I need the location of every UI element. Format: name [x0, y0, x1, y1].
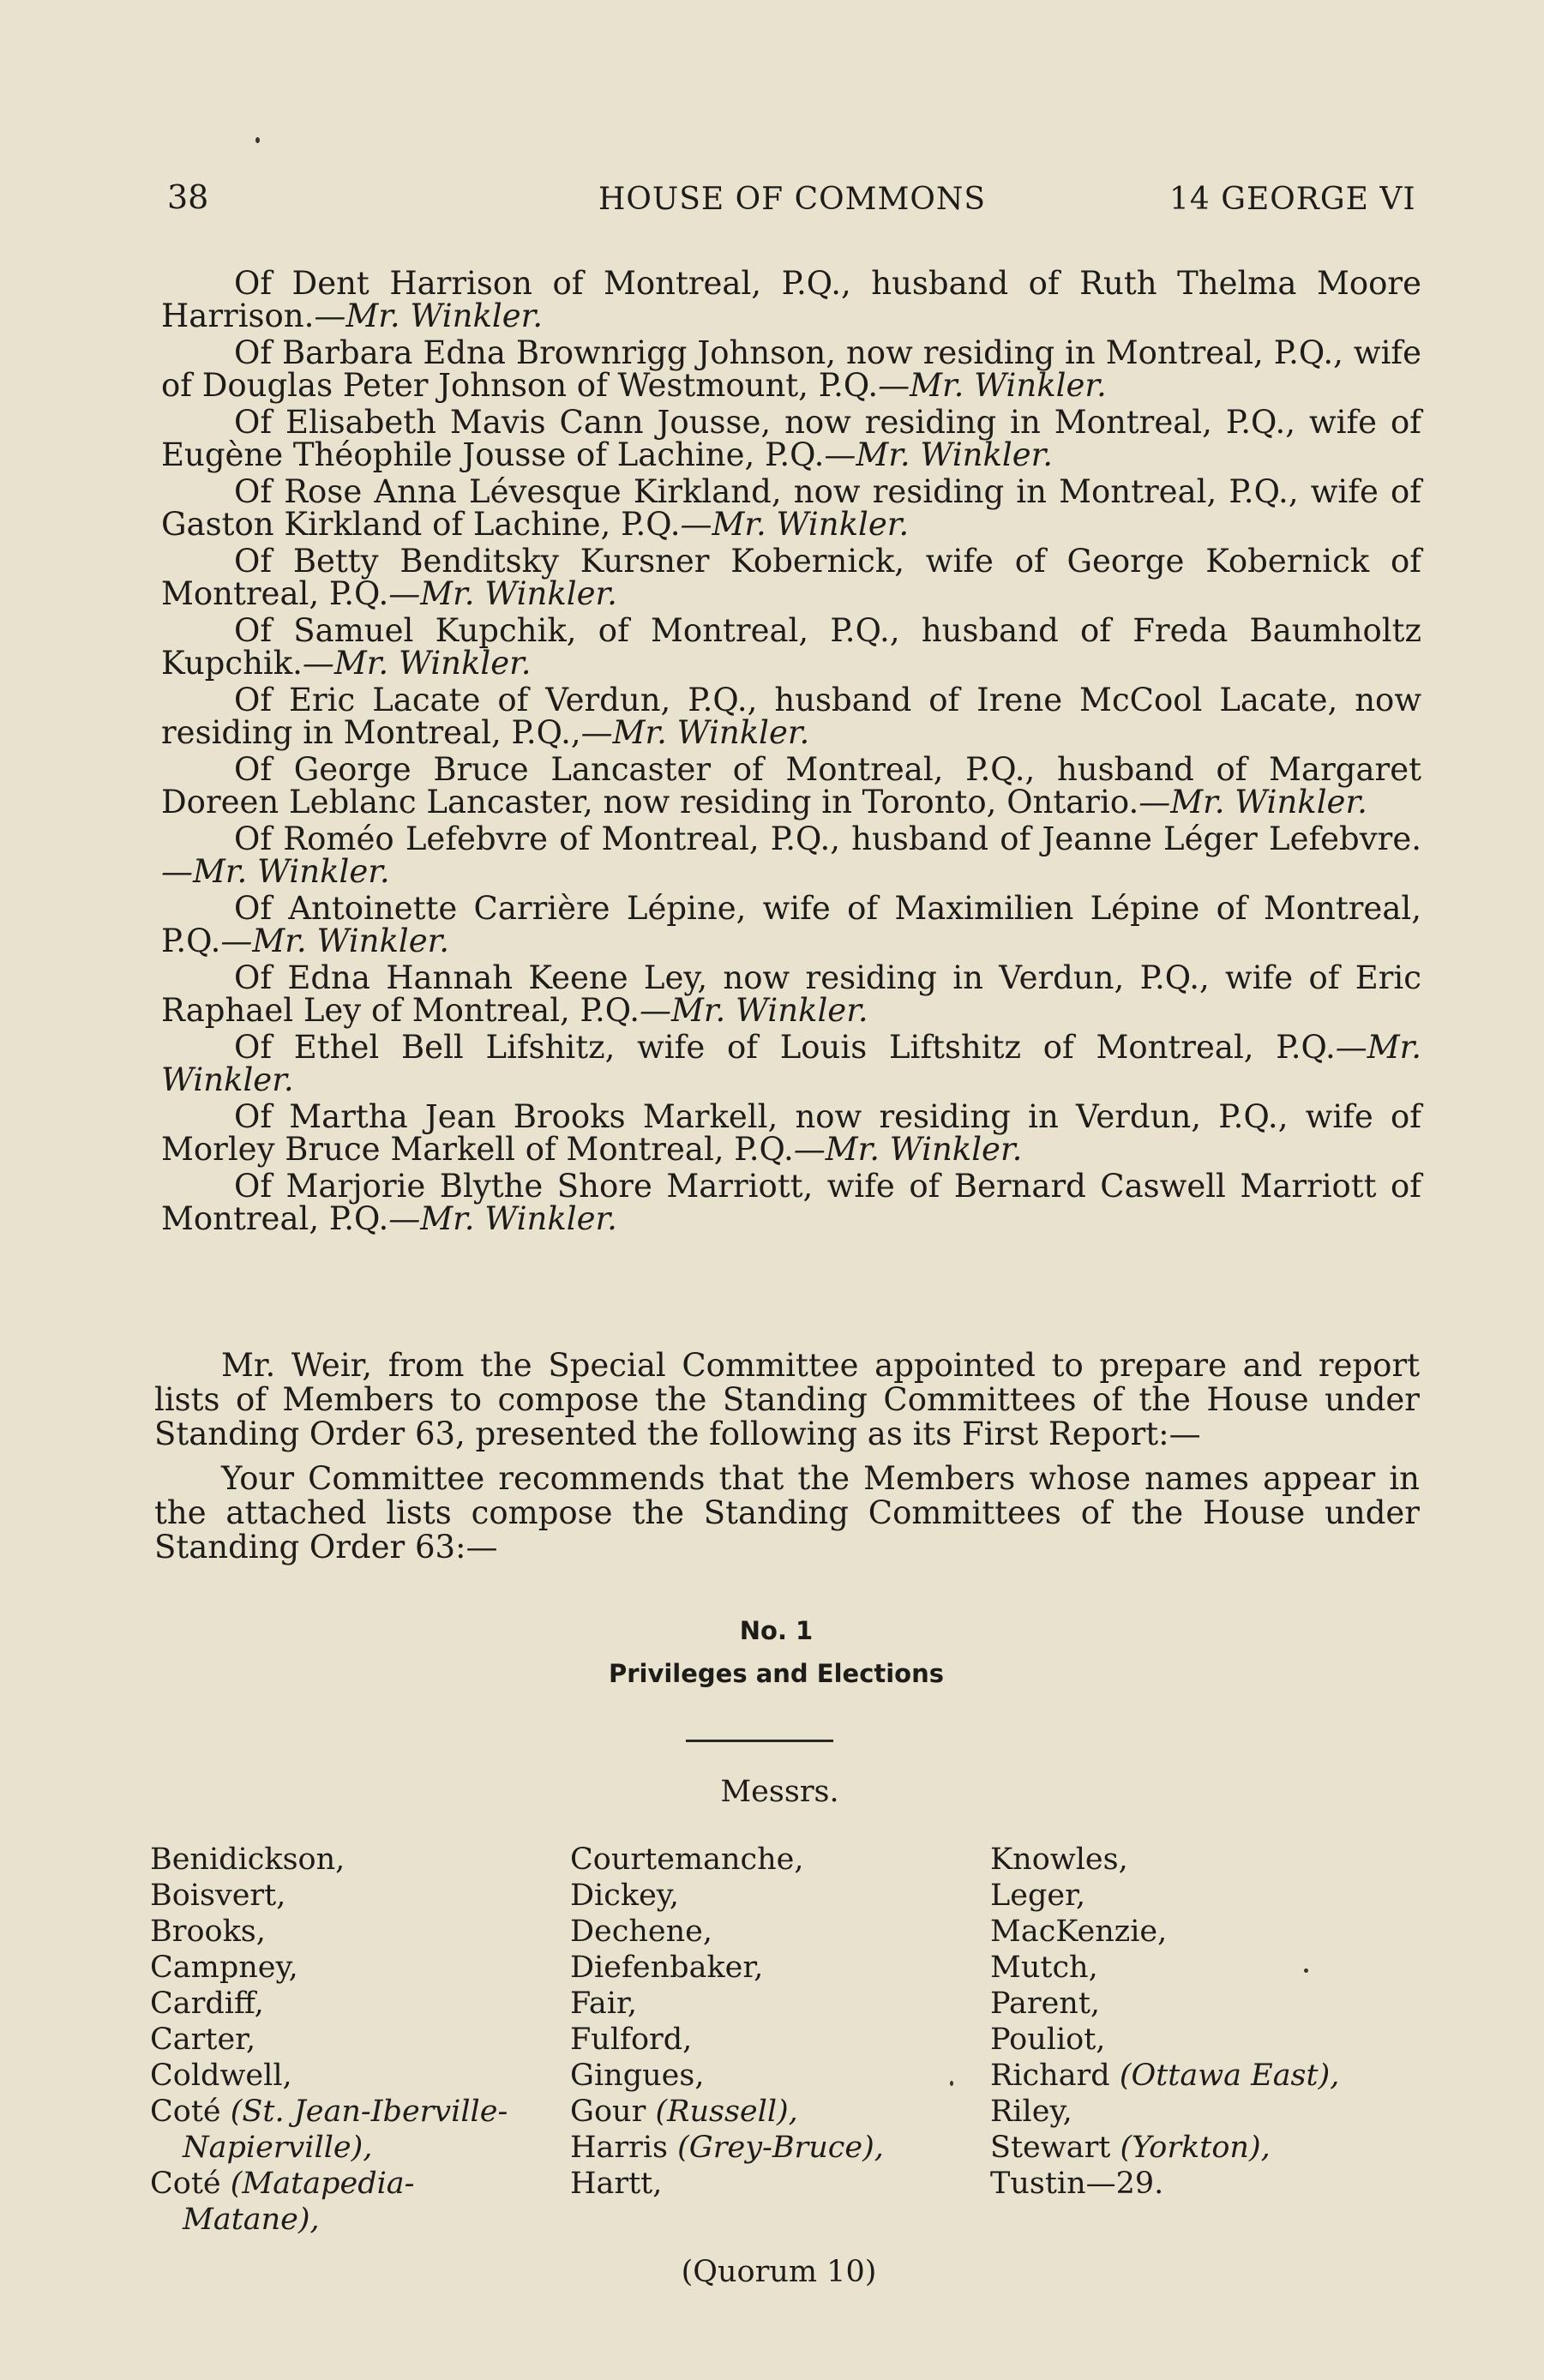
running-title: HOUSE OF COMMONS	[598, 182, 987, 217]
petition-entry	[161, 1031, 1421, 1097]
member-name: Coldwell,	[150, 2058, 292, 2093]
petition-entry	[161, 820, 1421, 890]
report-recommendation: Your Committee recommends that the Members whose names appear in the attached lists compose the Standing Committees of the House under Standing Order 63:—	[154, 1460, 1420, 1566]
section-divider	[686, 1740, 833, 1742]
messrs-label: Messrs.	[720, 1775, 839, 1809]
petition-list	[161, 267, 1421, 1240]
member-name: Dechene,	[570, 1914, 713, 1949]
petition-sponsor: —Mr. Winkler.	[878, 367, 1107, 404]
member-column-2	[570, 1842, 999, 2202]
petition-entry	[161, 751, 1421, 820]
member-name: Leger,	[990, 1878, 1086, 1913]
member-name: Riley,	[990, 2095, 1072, 2129]
petition-entry	[161, 892, 1421, 958]
page-header	[0, 178, 1544, 230]
petition-sponsor: —Mr. Winkler.	[639, 992, 868, 1029]
petition-sponsor: —Mr. Winkler.	[680, 506, 910, 543]
committee-number: No. 1	[739, 1616, 814, 1645]
petition-text: Of Edna Hannah Keene Ley, now residing in Verdun, P.Q., wife of Eric Raphael Ley of Montreal, P.Q.	[161, 959, 1421, 1029]
member-column-1	[150, 1842, 562, 2238]
member-name: Fair,	[570, 1986, 637, 2021]
member-name: Gingues,	[570, 2058, 705, 2093]
petition-sponsor: —Mr. Winkler.	[220, 923, 450, 959]
report-intro: Mr. Weir, from the Special Committee appointed to prepare and report lists of Members to compose the Standing Committees of the House under Standing Order 63, presented the following as its First Report:—	[154, 1347, 1420, 1452]
ink-speck	[1304, 1968, 1308, 1973]
member-name: Benidickson,	[150, 1842, 345, 1877]
petition-entry	[161, 334, 1421, 404]
committee-title: Privileges and Elections	[608, 1659, 945, 1688]
member-name: Cardiff,	[150, 1986, 264, 2021]
member-name: Fulford,	[570, 2022, 693, 2057]
petition-entry	[161, 267, 1421, 333]
member-name: Carter,	[150, 2022, 256, 2057]
committee-report	[154, 1349, 1420, 1575]
ink-speck	[950, 2081, 953, 2086]
member-riding-continued: Napierville),	[183, 2131, 373, 2165]
member-name: Stewart (Yorkton),	[990, 2131, 1271, 2165]
member-name: Dickey,	[570, 1878, 680, 1913]
petition-text: Of Martha Jean Brooks Markell, now residing in Verdun, P.Q., wife of Morley Bruce Markell of Montreal, P.Q.	[161, 1098, 1421, 1168]
member-name: Coté (St. Jean-Iberville-	[150, 2095, 508, 2129]
member-name: Hartt,	[570, 2167, 663, 2201]
member-name: Brooks,	[150, 1914, 266, 1949]
member-name: Tustin—29.	[990, 2167, 1164, 2201]
petition-text: Of Roméo Lefebvre of Montreal, P.Q., husband of Jeanne Léger Lefebvre.	[234, 820, 1421, 857]
petition-text: Of Eric Lacate of Verdun, P.Q., husband of Irene McCool Lacate, now residing in Montreal, P.Q.,	[161, 682, 1421, 751]
petition-sponsor: —Mr. Winkler.	[161, 1029, 1421, 1098]
petition-sponsor: —Mr. Winkler.	[793, 1131, 1023, 1168]
petition-entry	[161, 406, 1421, 472]
member-name: Pouliot,	[990, 2022, 1106, 2057]
member-column-3	[990, 1842, 1427, 2202]
petition-entry	[161, 612, 1421, 682]
member-riding: (St. Jean-Iberville-	[230, 2095, 508, 2129]
member-name: Parent,	[990, 1986, 1101, 2021]
member-riding: (Yorkton),	[1120, 2131, 1271, 2165]
petition-text: Of Dent Harrison of Montreal, P.Q., husband of Ruth Thelma Moore Harrison.	[161, 265, 1421, 334]
member-riding-continued: Matane),	[183, 2203, 320, 2237]
petition-sponsor: —Mr. Winkler.	[388, 575, 617, 612]
petition-text: Of Marjorie Blythe Shore Marriott, wife of Bernard Caswell Marriott of Montreal, P.Q.	[161, 1168, 1421, 1237]
petition-entry	[161, 545, 1421, 610]
petition-sponsor: —Mr. Winkler.	[1138, 784, 1367, 820]
member-riding: (Russell),	[655, 2095, 798, 2129]
member-riding: (Ottawa East),	[1119, 2058, 1340, 2093]
quorum-note: (Quorum 10)	[681, 2255, 877, 2289]
member-name: Diefenbaker,	[570, 1950, 764, 1985]
petition-sponsor: —Mr. Winkler.	[388, 1200, 617, 1237]
member-name: Mutch,	[990, 1950, 1098, 1985]
petition-entry	[161, 684, 1421, 749]
member-name: Coté (Matapedia-	[150, 2167, 415, 2201]
petition-text: Of Samuel Kupchik, of Montreal, P.Q., husband of Freda Baumholtz Kupchik.	[161, 612, 1421, 682]
committee-section	[0, 1616, 1544, 1809]
petition-text: Of Rose Anna Lévesque Kirkland, now residing in Montreal, P.Q., wife of Gaston Kirkland of Lachine, P.Q.	[161, 473, 1421, 543]
petition-entry	[161, 959, 1421, 1029]
petition-entry	[161, 473, 1421, 543]
member-name: Harris (Grey-Bruce),	[570, 2131, 884, 2165]
petition-text: Of Betty Benditsky Kursner Kobernick, wife of George Kobernick of Montreal, P.Q.	[161, 543, 1421, 612]
member-name: Campney,	[150, 1950, 298, 1985]
ink-speck	[255, 137, 260, 143]
member-name: MacKenzie,	[990, 1914, 1168, 1949]
member-riding: (Grey-Bruce),	[677, 2131, 884, 2165]
petition-entry	[161, 1098, 1421, 1168]
petition-text: Of Antoinette Carrière Lépine, wife of Maximilien Lépine of Montreal, P.Q.	[161, 890, 1421, 959]
petition-sponsor: —Mr. Winkler.	[824, 436, 1054, 473]
petition-text: Of Barbara Edna Brownrigg Johnson, now residing in Montreal, P.Q., wife of Douglas Peter Johnson of Westmount, P.Q.	[161, 334, 1421, 404]
petition-sponsor: —Mr. Winkler.	[302, 645, 532, 682]
member-riding: (Matapedia-	[230, 2167, 415, 2201]
petition-sponsor: —Mr. Winkler.	[580, 714, 810, 751]
petition-sponsor: —Mr. Winkler.	[314, 298, 543, 334]
petition-text: Of George Bruce Lancaster of Montreal, P.Q., husband of Margaret Doreen Leblanc Lancaster, now residing in Toronto, Ontario.	[161, 751, 1421, 820]
regnal-year: 14 GEORGE VI	[1169, 182, 1416, 217]
petition-text: Of Ethel Bell Lifshitz, wife of Louis Liftshitz of Montreal, P.Q.	[234, 1029, 1336, 1066]
petition-entry	[161, 1170, 1421, 1235]
member-name: Courtemanche,	[570, 1842, 804, 1877]
member-name: Knowles,	[990, 1842, 1128, 1877]
member-columns	[150, 1842, 1427, 2237]
petition-text: Of Elisabeth Mavis Cann Jousse, now residing in Montreal, P.Q., wife of Eugène Théophile Jousse of Lachine, P.Q.	[161, 404, 1421, 473]
member-name: Richard (Ottawa East),	[990, 2058, 1340, 2093]
page-number: 38	[167, 178, 209, 216]
member-name: Boisvert,	[150, 1878, 286, 1913]
member-name: Gour (Russell),	[570, 2095, 798, 2129]
petition-sponsor: —Mr. Winkler.	[161, 853, 390, 890]
